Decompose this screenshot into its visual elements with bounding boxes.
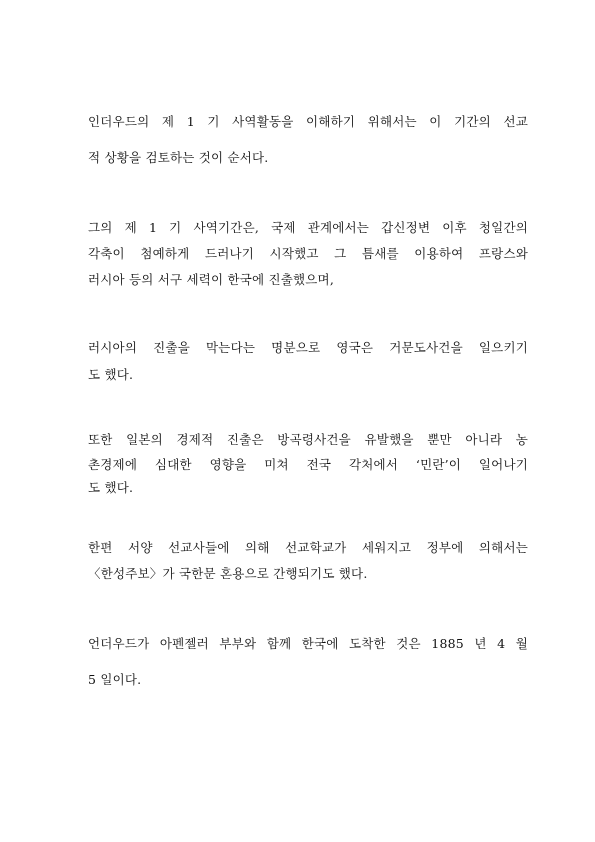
paragraph-line: 〈한성주보〉가 국한문 혼용으로 간행되기도 했다. xyxy=(88,566,368,581)
paragraph-line: 5 일이다. xyxy=(88,672,142,687)
paragraph-line: 도 했다. xyxy=(88,367,134,382)
paragraph-line: 그의 제 1 기 사역기간은, 국제 관계에서는 갑신정변 이후 청일간의 xyxy=(88,220,528,235)
paragraph-line: 인더우드의 제 1 기 사역활동을 이해하기 위해서는 이 기간의 선교 xyxy=(88,114,528,129)
paragraph-line: 적 상황을 검토하는 것이 순서다. xyxy=(88,150,269,165)
paragraph-line: 러시아의 진출을 막는다는 명분으로 영국은 거문도사건을 일으키기 xyxy=(88,340,528,355)
paragraph-line: 각축이 첨예하게 드러나기 시작했고 그 틈새를 이용하여 프랑스와 xyxy=(88,246,528,261)
paragraph-line: 도 했다. xyxy=(88,480,134,495)
paragraph-line: 러시아 등의 서구 세력이 한국에 진출했으며, xyxy=(88,272,334,287)
paragraph-line: 언더우드가 아펜젤러 부부와 함께 한국에 도착한 것은 1885 년 4 월 xyxy=(88,636,528,651)
paragraph-line: 또한 일본의 경제적 진출은 방곡령사건을 유발했을 뿐만 아니라 농 xyxy=(88,432,528,447)
paragraph-line: 촌경제에 심대한 영향을 미쳐 전국 각처에서 ‘민란’이 일어나기 xyxy=(88,457,528,472)
paragraph-line: 한편 서양 선교사들에 의해 선교학교가 세워지고 정부에 의해서는 xyxy=(88,540,528,555)
